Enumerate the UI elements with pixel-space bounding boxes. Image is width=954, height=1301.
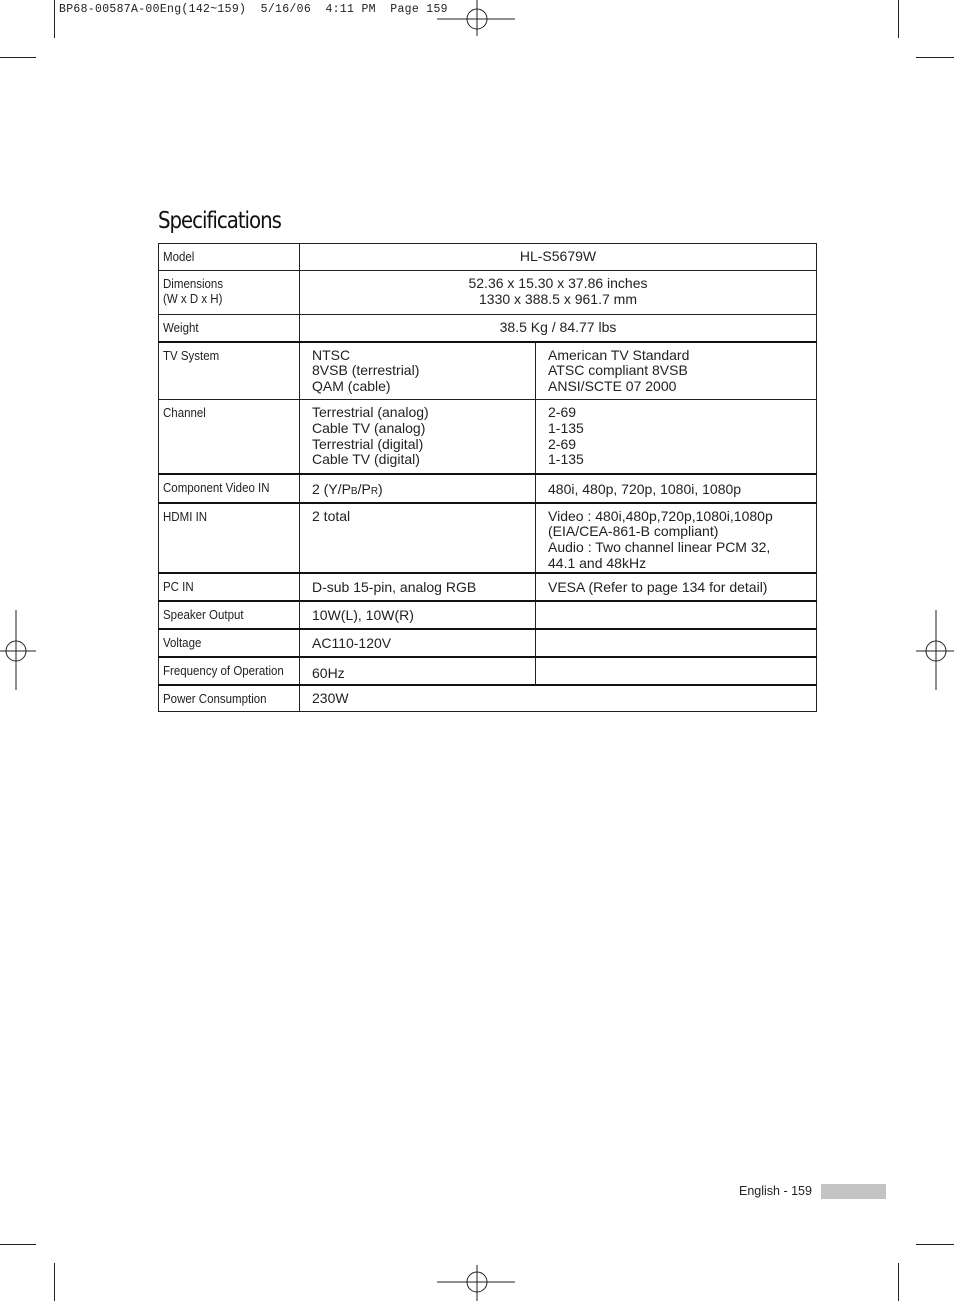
row-label: Voltage bbox=[159, 629, 300, 657]
page-number: English - 159 bbox=[739, 1184, 812, 1198]
component-video-right: 480i, 480p, 720p, 1080i, 1080p bbox=[536, 474, 817, 503]
table-row-hdmi bbox=[159, 503, 817, 573]
speaker-right bbox=[536, 601, 817, 629]
row-label: Model bbox=[159, 244, 300, 271]
table-row-frequency bbox=[159, 657, 817, 685]
speaker-left: 10W(L), 10W(R) bbox=[300, 601, 536, 629]
row-label: TV System bbox=[159, 342, 300, 400]
registration-mark-right bbox=[914, 610, 954, 692]
page-title: Specifications bbox=[158, 208, 281, 235]
tv-system-right: American TV Standard ATSC compliant 8VSB ANSI/SCTE 07 2000 bbox=[536, 342, 817, 400]
crop-mark bbox=[54, 1263, 55, 1301]
hdmi-left: 2 total bbox=[300, 503, 536, 573]
print-slug: BP68-00587A-00Eng(142~159) 5/16/06 4:11 PM Page 159 bbox=[59, 3, 448, 16]
specifications-table bbox=[158, 243, 817, 712]
hdmi-right: Video : 480i,480p,720p,1080i,1080p (EIA/CEA-861-B compliant) Audio : Two channel linear PCM 32, 44.1 and 48kHz bbox=[536, 503, 817, 573]
row-label: Dimensions (W x D x H) bbox=[159, 271, 300, 315]
crop-mark bbox=[916, 57, 954, 58]
registration-mark-top bbox=[437, 0, 517, 40]
table-row-tv-system bbox=[159, 342, 817, 400]
power-value: 230W bbox=[300, 685, 817, 712]
tv-system-left: NTSC 8VSB (terrestrial) QAM (cable) bbox=[300, 342, 536, 400]
table-row-channel bbox=[159, 400, 817, 474]
weight-value: 38.5 Kg / 84.77 lbs bbox=[300, 315, 817, 342]
crop-mark bbox=[898, 1263, 899, 1301]
crop-mark bbox=[54, 0, 55, 38]
registration-mark-left bbox=[0, 610, 40, 692]
voltage-left: AC110-120V bbox=[300, 629, 536, 657]
frequency-left: 60Hz bbox=[300, 657, 536, 685]
table-row-dimensions bbox=[159, 271, 817, 315]
table-row-power-consumption bbox=[159, 685, 817, 712]
row-label: Power Consumption bbox=[159, 685, 300, 712]
component-video-left: 2 (Y/PB/PR) bbox=[300, 474, 536, 503]
table-row-speaker-output bbox=[159, 601, 817, 629]
footer-bar bbox=[821, 1184, 886, 1199]
channel-right: 2-69 1-135 2-69 1-135 bbox=[536, 400, 817, 474]
row-label: HDMI IN bbox=[159, 503, 300, 573]
crop-mark bbox=[916, 1244, 954, 1245]
row-label: Frequency of Operation bbox=[159, 657, 300, 685]
table-row-component-video bbox=[159, 474, 817, 503]
model-value: HL-S5679W bbox=[300, 244, 817, 271]
pc-in-right: VESA (Refer to page 134 for detail) bbox=[536, 573, 817, 601]
crop-mark bbox=[0, 1244, 36, 1245]
row-label: Speaker Output bbox=[159, 601, 300, 629]
dimensions-value: 52.36 x 15.30 x 37.86 inches 1330 x 388.5 x 961.7 mm bbox=[300, 271, 817, 315]
channel-left: Terrestrial (analog) Cable TV (analog) Terrestrial (digital) Cable TV (digital) bbox=[300, 400, 536, 474]
row-label: Channel bbox=[159, 400, 300, 474]
table-row-voltage bbox=[159, 629, 817, 657]
row-label: PC IN bbox=[159, 573, 300, 601]
table-row-pc-in bbox=[159, 573, 817, 601]
row-label: Component Video IN bbox=[159, 474, 300, 503]
crop-mark bbox=[898, 0, 899, 38]
registration-mark-bottom bbox=[437, 1263, 517, 1301]
table-row-weight bbox=[159, 315, 817, 342]
pc-in-left: D-sub 15-pin, analog RGB bbox=[300, 573, 536, 601]
voltage-right bbox=[536, 629, 817, 657]
crop-mark bbox=[0, 57, 36, 58]
table-row-model bbox=[159, 244, 817, 271]
frequency-right bbox=[536, 657, 817, 685]
row-label: Weight bbox=[159, 315, 300, 342]
